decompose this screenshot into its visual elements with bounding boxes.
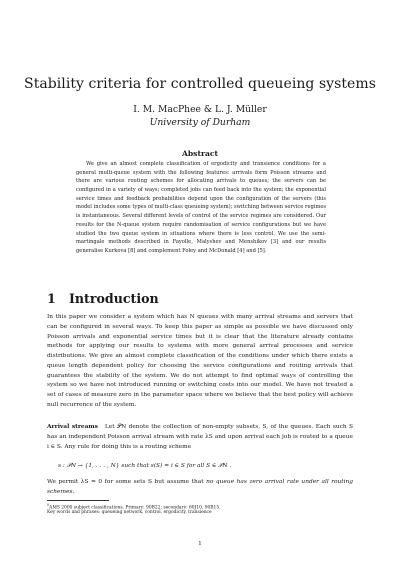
section-title: Introduction — [69, 291, 159, 306]
arrivals-paragraph — [47, 423, 353, 452]
permit-paragraph — [47, 478, 353, 498]
footnote-classification-text: AMS 2000 subject classifications. Primary: 90B22; secondary: 60J10, 90B15. — [49, 505, 221, 511]
permit-text: We permit λS = 0 for some sets S but assume that — [47, 479, 204, 485]
arrivals-text: Let 𝒫N denote the collection of non-empty subsets, S, of the queues. Each such S has an independent Poisson arrival stream with rate λS and upon arrival each job is routed to a queue i ∈ S. Any rule for doing this is a routing scheme — [47, 424, 353, 450]
page-number: 1 — [198, 541, 202, 547]
arrivals-label: Arrival streams — [47, 424, 98, 430]
section-heading — [47, 291, 159, 306]
footnote-mark: 0 — [47, 503, 50, 507]
abstract-heading: Abstract — [181, 149, 219, 158]
authors: I. M. MacPhee & L. J. Müller — [133, 104, 267, 115]
footnote-rule — [47, 500, 109, 501]
paper-title: Stability criteria for controlled queueing systems — [24, 76, 376, 92]
permit-italic: no queue has zero arrival rate under all routing schemes. — [47, 479, 353, 495]
intro-paragraph: In this paper we consider a system which has N queues with many arrival streams and servers that can be configured in several ways. To keep this paper as simple as possible we have discussed only Poisson arrivals and exponential service times but it is clear that the literature already contains methods for applying our results to systems with more general arrival processes and service distributions. We give an almost complete classification of the conditions under which there exists a queue length dependent policy for choosing the service configurations and routing arrivals that guarantees the stability of the system. We do not attempt to find optimal ways of controlling the system so we have not introduced running or switching costs into our model. We have not treated a set of cases of measure zero in the parameter space where we believe that the best policy will achieve null recurrence of the system. — [47, 314, 353, 409]
section-number: 1 — [47, 291, 56, 306]
footnote-keywords: Key words and phrases: queueing network, control, ergodicity, transience — [47, 510, 212, 515]
abstract-text: We give an almost complete classification of ergodicity and transience conditions for a general multi-queue system with the following features: arrivals form Poisson streams and there are various routing schemes for allocating arrivals to queues; the servers can be configured in a variety of ways; completed jobs can feed back into the system; the exponential service times and feedback probabilities depend upon the configuration of the servers (this model includes some types of multi-class queueing system); switching between service regimes is instantaneous. Several different levels of control of the service regimes are considered. Our results for the N-queue system require randomisation of service configurations but we have studied the two queue system in situations where there is less control. We use the semi-martingale methods described in Fayolle, Malyshev and Menshikov [3] and our results generalise Kurkova [8] and complement Foley and McDonald [4] and [5]. — [76, 161, 326, 254]
affiliation: University of Durham — [149, 117, 251, 128]
routing-formula: s : 𝒫N → {1, . . . , N} such that s(S) = i ∈ S for all S ∈ 𝒫N . — [58, 463, 232, 469]
